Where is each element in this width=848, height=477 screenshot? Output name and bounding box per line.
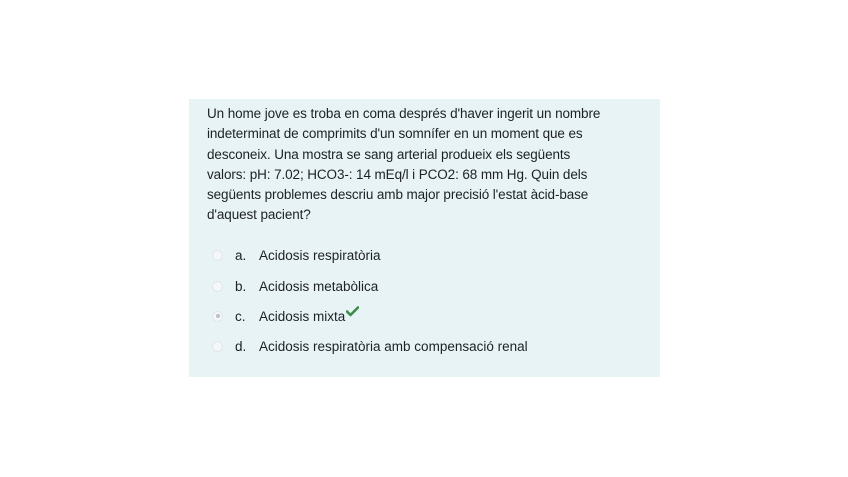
answer-letter: d. xyxy=(235,339,247,355)
radio-button[interactable] xyxy=(212,250,223,261)
radio-button[interactable] xyxy=(212,281,223,292)
answer-list xyxy=(207,246,642,357)
question-panel xyxy=(189,99,660,377)
question-text xyxy=(207,104,642,226)
answer-letter: b. xyxy=(235,278,247,294)
answer-option-b[interactable] xyxy=(207,276,642,296)
question-line: d'aquest pacient? xyxy=(207,207,311,223)
answer-option-c[interactable] xyxy=(207,306,642,326)
answer-option-a[interactable] xyxy=(207,246,642,266)
answer-label: Acidosis respiratòria xyxy=(259,248,381,264)
question-line: indeterminat de comprimits d'un somnífer en un moment que es xyxy=(207,126,583,142)
answer-label: Acidosis respiratòria amb compensació renal xyxy=(259,339,528,355)
answer-letter: a. xyxy=(235,248,247,264)
answer-letter: c. xyxy=(235,308,246,324)
question-line: valors: pH: 7.02; HCO3-: 14 mEq/l i PCO2: 68 mm Hg. Quin dels xyxy=(207,166,588,182)
radio-button[interactable] xyxy=(212,341,223,352)
radio-button-selected[interactable] xyxy=(212,311,223,322)
question-line: següents problemes descriu amb major precisió l'estat àcid-base xyxy=(207,187,589,203)
answer-label: Acidosis mixta xyxy=(259,308,346,324)
check-icon xyxy=(346,305,359,320)
answer-label: Acidosis metabòlica xyxy=(259,278,379,294)
question-line: Un home jove es troba en coma després d'haver ingerit un nombre xyxy=(207,106,601,121)
question-line: desconeix. Una mostra se sang arterial produeix els següents xyxy=(207,146,571,162)
answer-option-d[interactable] xyxy=(207,337,642,357)
